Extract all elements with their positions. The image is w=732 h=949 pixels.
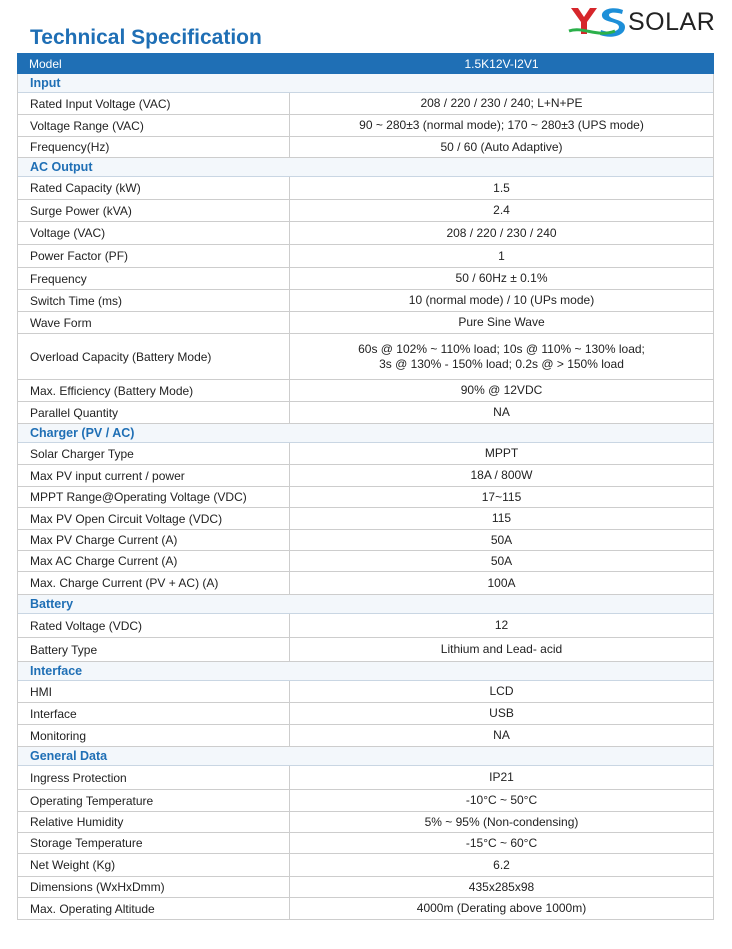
spec-label-text: Rated Input Voltage (VAC) xyxy=(30,96,171,111)
spec-label xyxy=(18,312,290,333)
section-heading: Input xyxy=(18,74,713,93)
spec-label-text: Interface xyxy=(30,706,77,721)
spec-row xyxy=(18,222,713,245)
spec-row xyxy=(18,93,713,115)
spec-value xyxy=(290,790,713,811)
spec-row xyxy=(18,334,713,380)
spec-row xyxy=(18,766,713,790)
spec-label xyxy=(18,200,290,221)
spec-label-text: Overload Capacity (Battery Mode) xyxy=(30,349,212,364)
spec-value-text: 18A / 800W xyxy=(470,468,533,482)
spec-label-text: Operating Temperature xyxy=(30,793,154,808)
spec-value xyxy=(290,725,713,746)
spec-value xyxy=(290,508,713,529)
spec-label-text: Power Factor (PF) xyxy=(30,249,129,263)
spec-value xyxy=(290,443,713,464)
spec-value xyxy=(290,681,713,702)
spec-value xyxy=(290,93,713,114)
spec-value-text: 1 xyxy=(498,248,505,263)
spec-row xyxy=(18,854,713,877)
spec-value xyxy=(290,268,713,289)
page-title: Technical Specification xyxy=(30,26,262,49)
spec-label xyxy=(18,380,290,401)
spec-table xyxy=(17,53,714,920)
spec-value xyxy=(290,812,713,832)
spec-value-text: -15°C ~ 60°C xyxy=(465,835,538,850)
spec-label-text: Max PV Charge Current (A) xyxy=(30,533,178,547)
spec-label-text: Max. Efficiency (Battery Mode) xyxy=(30,383,194,398)
spec-label xyxy=(18,402,290,423)
model-label: Model xyxy=(29,56,62,71)
brand-name: SOLAR xyxy=(628,8,716,36)
spec-label xyxy=(18,268,290,289)
spec-label xyxy=(18,465,290,486)
spec-value xyxy=(290,898,713,919)
section-heading: General Data xyxy=(18,747,713,766)
spec-value-text: 10 (normal mode) / 10 (UPs mode) xyxy=(408,293,595,307)
spec-row xyxy=(18,487,713,508)
spec-value-text: 50 / 60Hz ± 0.1% xyxy=(455,271,548,285)
spec-label xyxy=(18,443,290,464)
spec-value-text: NA xyxy=(493,405,510,419)
spec-label xyxy=(18,614,290,637)
spec-row xyxy=(18,268,713,290)
spec-value-text: 50A xyxy=(490,532,513,547)
spec-label xyxy=(18,334,290,379)
spec-row xyxy=(18,115,713,137)
spec-row xyxy=(18,402,713,424)
spec-sections xyxy=(17,74,714,920)
spec-label xyxy=(18,245,290,267)
spec-label xyxy=(18,487,290,507)
spec-value xyxy=(290,290,713,311)
spec-value-text: LCD xyxy=(489,684,514,698)
spec-value xyxy=(290,177,713,199)
spec-value-text: 115 xyxy=(491,511,512,525)
spec-value xyxy=(290,766,713,789)
spec-value-text: 208 / 220 / 230 / 240 xyxy=(446,225,557,240)
spec-label-text: Voltage (VAC) xyxy=(30,226,106,240)
spec-label xyxy=(18,115,290,136)
spec-row xyxy=(18,530,713,551)
spec-label-text: Net Weight (Kg) xyxy=(30,858,116,872)
spec-label-text: Max AC Charge Current (A) xyxy=(30,554,178,568)
spec-value xyxy=(290,877,713,897)
spec-value-text: 90 ~ 280±3 (normal mode); 170 ~ 280±3 (UPS mode) xyxy=(359,118,644,132)
spec-label-text: Ingress Protection xyxy=(30,770,127,785)
spec-value xyxy=(290,465,713,486)
spec-label-text: Relative Humidity xyxy=(30,815,124,829)
spec-label-text: Surge Power (kVA) xyxy=(30,203,132,218)
spec-value-text: 50A xyxy=(490,553,513,568)
spec-value xyxy=(290,200,713,221)
spec-value xyxy=(290,551,713,571)
spec-row xyxy=(18,572,713,595)
spec-row xyxy=(18,551,713,572)
spec-row xyxy=(18,380,713,402)
spec-label xyxy=(18,790,290,811)
spec-label xyxy=(18,137,290,157)
spec-value xyxy=(290,334,713,379)
model-row xyxy=(17,53,714,74)
spec-row xyxy=(18,508,713,530)
spec-value-text: 435x285x98 xyxy=(468,879,535,894)
spec-value-text: Lithium and Lead- acid xyxy=(440,642,563,656)
spec-row xyxy=(18,725,713,747)
spec-label xyxy=(18,766,290,789)
spec-value-text: 60s @ 102% ~ 110% load; 10s @ 110% ~ 130% load; 3s @ 130% - 150% load; 0.2s @ > 150% load xyxy=(358,341,645,371)
spec-value-text: 5% ~ 95% (Non-condensing) xyxy=(424,814,579,829)
spec-label-text: Rated Voltage (VDC) xyxy=(30,618,143,633)
spec-label-text: Max PV input current / power xyxy=(30,468,185,483)
spec-value xyxy=(290,380,713,401)
spec-label xyxy=(18,93,290,114)
spec-row xyxy=(18,898,713,920)
section-heading: AC Output xyxy=(18,158,713,177)
spec-row xyxy=(18,465,713,487)
spec-label xyxy=(18,877,290,897)
spec-value-text: NA xyxy=(493,728,510,742)
spec-row xyxy=(18,638,713,662)
spec-row xyxy=(18,790,713,812)
spec-label xyxy=(18,725,290,746)
model-value: 1.5K12V-I2V1 xyxy=(464,56,539,71)
spec-row xyxy=(18,703,713,725)
spec-label xyxy=(18,551,290,571)
section-heading: Interface xyxy=(18,662,713,681)
spec-value-text: MPPT xyxy=(484,446,519,460)
spec-value xyxy=(290,137,713,157)
spec-row xyxy=(18,200,713,222)
spec-label-text: Max PV Open Circuit Voltage (VDC) xyxy=(30,511,223,526)
spec-label xyxy=(18,681,290,702)
spec-label xyxy=(18,638,290,661)
spec-value-text: 1.5 xyxy=(493,180,510,195)
spec-label xyxy=(18,508,290,529)
spec-row xyxy=(18,681,713,703)
spec-label xyxy=(18,177,290,199)
spec-row xyxy=(18,137,713,158)
spec-label-text: Parallel Quantity xyxy=(30,405,119,420)
spec-row xyxy=(18,177,713,200)
spec-value xyxy=(290,833,713,853)
spec-value xyxy=(290,312,713,333)
spec-label xyxy=(18,854,290,876)
spec-value-text: 17~115 xyxy=(481,489,522,504)
spec-value xyxy=(290,402,713,423)
spec-row xyxy=(18,833,713,854)
spec-value xyxy=(290,487,713,507)
spec-label xyxy=(18,572,290,594)
spec-label xyxy=(18,898,290,919)
spec-value-text: USB xyxy=(489,706,514,720)
spec-row xyxy=(18,443,713,465)
spec-label-text: Rated Capacity (kW) xyxy=(30,181,141,195)
spec-value xyxy=(290,638,713,661)
spec-label xyxy=(18,833,290,853)
spec-row xyxy=(18,812,713,833)
spec-row xyxy=(18,614,713,638)
spec-row xyxy=(18,877,713,898)
section-heading: Battery xyxy=(18,595,713,614)
spec-value-text: 208 / 220 / 230 / 240; L+N+PE xyxy=(420,96,583,110)
section-heading: Charger (PV / AC) xyxy=(18,424,713,443)
spec-label-text: Voltage Range (VAC) xyxy=(30,118,144,133)
spec-label xyxy=(18,290,290,311)
spec-value-text: 6.2 xyxy=(493,857,510,872)
spec-value xyxy=(290,245,713,267)
spec-label-text: Storage Temperature xyxy=(30,836,143,850)
spec-label-text: Wave Form xyxy=(30,315,92,330)
spec-label-text: Monitoring xyxy=(30,728,87,743)
spec-label-text: MPPT Range@Operating Voltage (VDC) xyxy=(30,490,247,504)
spec-label-text: HMI xyxy=(30,684,52,699)
spec-label-text: Battery Type xyxy=(30,642,98,657)
spec-value xyxy=(290,572,713,594)
spec-value-text: IP21 xyxy=(489,770,514,784)
spec-label-text: Max. Operating Altitude xyxy=(30,901,155,916)
spec-value xyxy=(290,854,713,876)
spec-row xyxy=(18,312,713,334)
spec-value-text: -10°C ~ 50°C xyxy=(465,793,538,807)
spec-label-text: Max. Charge Current (PV + AC) (A) xyxy=(30,576,219,590)
spec-value xyxy=(290,703,713,724)
spec-value-text: 12 xyxy=(494,618,509,632)
spec-label xyxy=(18,812,290,832)
spec-value-text: Pure Sine Wave xyxy=(458,315,545,329)
spec-label-text: Frequency xyxy=(30,271,87,286)
spec-label-text: Dimensions (WxHxDmm) xyxy=(30,880,165,894)
spec-value-text: 90% @ 12VDC xyxy=(460,383,543,397)
spec-value xyxy=(290,614,713,637)
spec-value-text: 100A xyxy=(487,575,516,590)
spec-row xyxy=(18,290,713,312)
spec-value xyxy=(290,115,713,136)
spec-value xyxy=(290,530,713,550)
spec-label xyxy=(18,530,290,550)
spec-value xyxy=(290,222,713,244)
spec-row xyxy=(18,245,713,268)
spec-label xyxy=(18,222,290,244)
spec-value-text: 50 / 60 (Auto Adaptive) xyxy=(440,139,563,154)
spec-label xyxy=(18,703,290,724)
spec-value-text: 2.4 xyxy=(493,203,510,217)
spec-label-text: Solar Charger Type xyxy=(30,446,134,461)
spec-value-text: 4000m (Derating above 1000m) xyxy=(416,901,587,915)
spec-label-text: Frequency(Hz) xyxy=(30,140,110,154)
spec-label-text: Switch Time (ms) xyxy=(30,293,123,308)
